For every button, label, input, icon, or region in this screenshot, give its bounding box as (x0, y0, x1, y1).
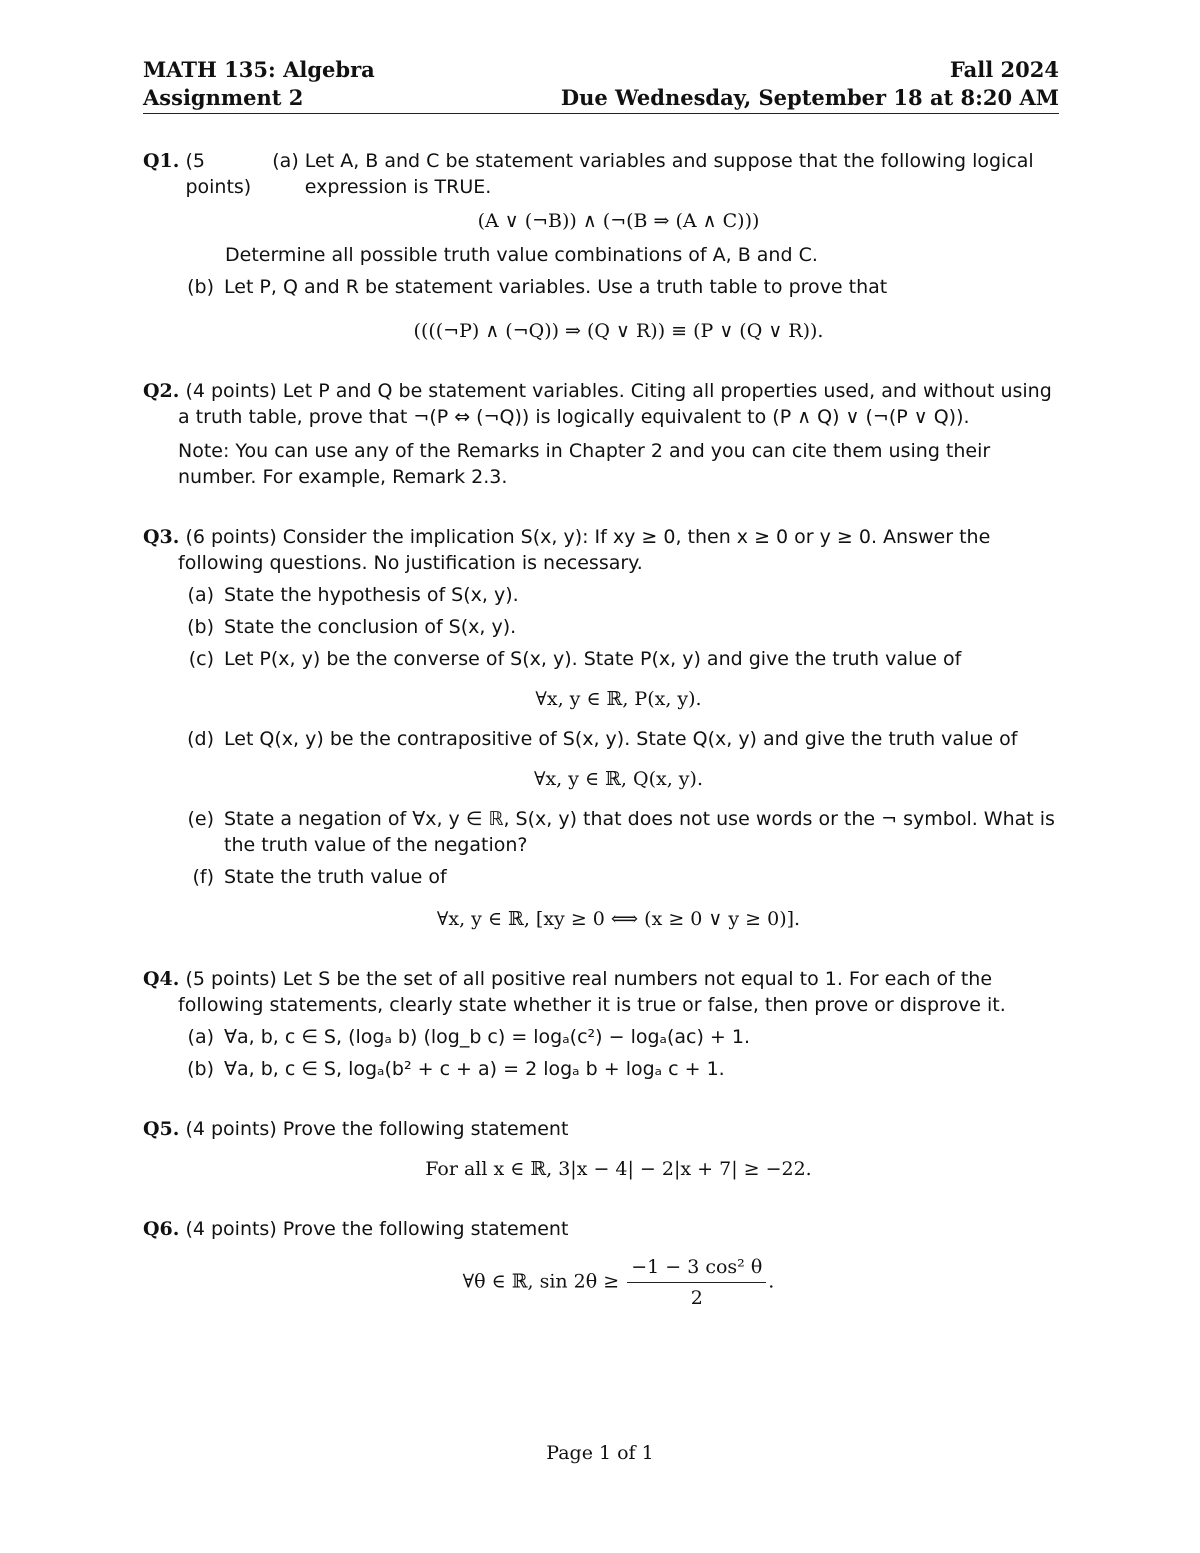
q3-number: Q3. (143, 526, 180, 548)
q4-part-a (178, 1024, 1059, 1050)
q3-c-label: (c) (188, 648, 214, 670)
question-4 (143, 966, 1059, 1082)
q3-a-label: (a) (187, 584, 214, 606)
q1-part-b (143, 274, 1059, 300)
q3-d-label: (d) (187, 728, 214, 750)
q3-a-text: State the hypothesis of S(x, y). (224, 584, 519, 606)
q5-number: Q5. (143, 1118, 180, 1140)
q1-number: Q1. (143, 150, 180, 172)
term: Fall 2024 (949, 57, 1059, 82)
q3-part-c (178, 646, 1059, 672)
q6-lead (143, 1216, 1059, 1242)
header-rule (143, 113, 1059, 114)
q4-lead (143, 966, 1059, 1018)
q4-text: Let S be the set of all positive real numbers not equal to 1. For each of the following statements, clearly state whether it is true or false, then prove or disprove it. (178, 968, 1006, 1016)
q4-points: (5 points) (185, 968, 277, 990)
q1-a-label: (a) (272, 150, 299, 172)
question-6 (143, 1216, 1059, 1311)
q6-number: Q6. (143, 1218, 180, 1240)
question-5 (143, 1116, 1059, 1182)
q4-a-text: ∀a, b, c ∈ S, (logₐ b) (log_b c) = logₐ(c²) − logₐ(ac) + 1. (224, 1026, 751, 1048)
q1-points: (5 points) (185, 150, 252, 198)
q3-text: Consider the implication S(x, y): If xy ≥ 0, then x ≥ 0 or y ≥ 0. Answer the following questions. No justification is necessary. (178, 526, 991, 574)
q6-text: Prove the following statement (282, 1218, 569, 1240)
q3-part-d (178, 726, 1059, 752)
q3-f-text: State the truth value of (224, 866, 447, 888)
header-row-1 (143, 56, 1059, 84)
assignment-title: Assignment 2 (143, 85, 304, 110)
q3-e-label: (e) (187, 808, 214, 830)
q3-d-text: Let Q(x, y) be the contrapositive of S(x, y). State Q(x, y) and give the truth value of (224, 728, 1018, 750)
q3-parts (143, 582, 1059, 932)
q1-part-a (143, 148, 1059, 200)
q5-points: (4 points) (185, 1118, 277, 1140)
q4-number: Q4. (143, 968, 180, 990)
q5-lead (143, 1116, 1059, 1142)
q3-e-text: State a negation of ∀x, y ∈ ℝ, S(x, y) that does not use words or the ¬ symbol. What is the truth value of the negation? (224, 808, 1055, 856)
assignment-page (143, 56, 1059, 1311)
q1-a-text: Let A, B and C be statement variables and suppose that the following logical expression is TRUE. (304, 150, 1034, 198)
q3-c-text: Let P(x, y) be the converse of S(x, y). State P(x, y) and give the truth value of (224, 648, 962, 670)
course-title: MATH 135: Algebra (143, 57, 375, 82)
q3-b-label: (b) (187, 616, 214, 638)
q6-formula-lhs: ∀θ ∈ ℝ, sin 2θ ≥ (462, 1270, 620, 1293)
q1-a-formula: (A ∨ (¬B)) ∧ (¬(B ⇒ (A ∧ C))) (477, 210, 760, 232)
q4-parts (143, 1024, 1059, 1082)
q1-b-formula: ((((¬P) ∧ (¬Q)) ⇒ (Q ∨ R)) ≡ (P ∨ (Q ∨ R)). (413, 320, 824, 342)
q3-f-formula: ∀x, y ∈ ℝ, [xy ≥ 0 ⟺ (x ≥ 0 ∨ y ≥ 0)]. (436, 908, 801, 930)
q5-text: Prove the following statement (282, 1118, 569, 1140)
q3-lead (143, 524, 1059, 576)
q1-b-label: (b) (187, 276, 214, 298)
q2-lead (143, 378, 1059, 430)
q2-points: (4 points) (185, 380, 277, 402)
q6-fraction-denominator: 2 (690, 1287, 703, 1309)
question-1 (143, 148, 1059, 344)
q4-a-label: (a) (187, 1026, 214, 1048)
q3-d-formula: ∀x, y ∈ ℝ, Q(x, y). (534, 768, 703, 790)
question-2 (143, 378, 1059, 490)
q3-part-f (178, 864, 1059, 890)
q4-part-b (178, 1056, 1059, 1082)
due-date: Due Wednesday, September 18 at 8:20 AM (560, 85, 1059, 110)
q3-part-e (178, 806, 1059, 858)
q3-points: (6 points) (185, 526, 277, 548)
q6-formula (178, 1254, 1059, 1311)
q6-formula-end: . (768, 1270, 775, 1293)
q3-part-b (178, 614, 1059, 640)
q2-note: Note: You can use any of the Remarks in Chapter 2 and you can cite them using their number. For example, Remark 2.3. (178, 440, 991, 488)
question-3 (143, 524, 1059, 932)
q6-fraction-numerator: −1 − 3 cos² θ (627, 1254, 766, 1283)
q2-text: Let P and Q be statement variables. Citing all properties used, and without using a truth table, prove that ¬(P ⇔ (¬Q)) is logically equivalent to (P ∧ Q) ∨ (¬(P ∨ Q)). (178, 380, 1052, 428)
q4-b-label: (b) (187, 1058, 214, 1080)
q2-number: Q2. (143, 380, 180, 402)
q6-points: (4 points) (185, 1218, 277, 1240)
q6-fraction (627, 1254, 766, 1311)
q3-b-text: State the conclusion of S(x, y). (224, 616, 517, 638)
q1-b-text: Let P, Q and R be statement variables. Use a truth table to prove that (224, 276, 888, 298)
q3-part-a (178, 582, 1059, 608)
q1-a-task (143, 242, 1059, 268)
page-footer: Page 1 of 1 (546, 1442, 654, 1464)
q1-a-task-text: Determine all possible truth value combinations of A, B and C. (225, 244, 818, 266)
q3-c-formula: ∀x, y ∈ ℝ, P(x, y). (535, 688, 702, 710)
q3-f-label: (f) (192, 866, 214, 888)
q4-b-text: ∀a, b, c ∈ S, logₐ(b² + c + a) = 2 logₐ b + logₐ c + 1. (224, 1058, 725, 1080)
q5-formula: For all x ∈ ℝ, 3|x − 4| − 2|x + 7| ≥ −22. (425, 1158, 812, 1180)
header-row-2 (143, 84, 1059, 112)
